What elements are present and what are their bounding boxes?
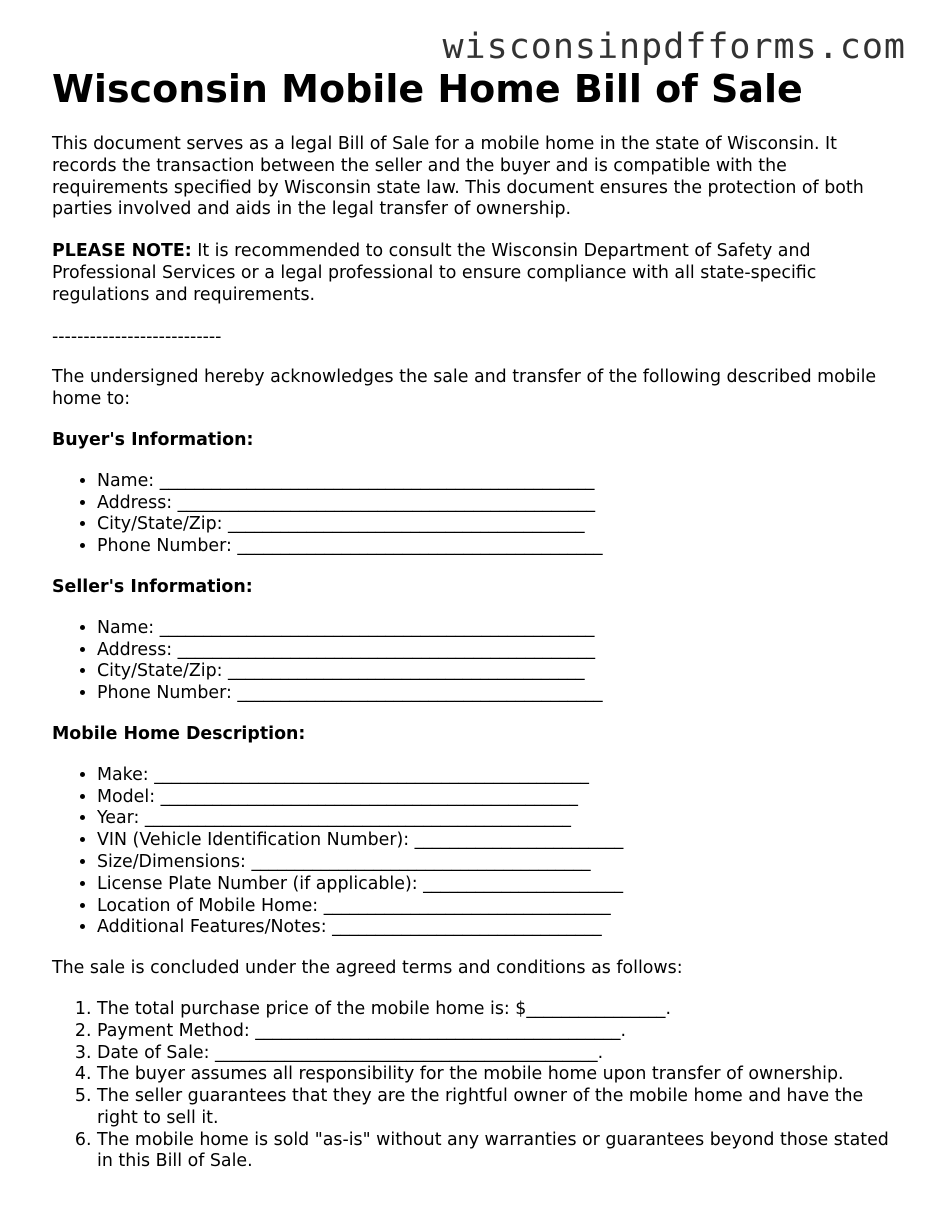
term-purchase-price[interactable]: 1. The total purchase price of the mobile home is: $________________. [97,999,892,1021]
term-buyer-responsibility: 4. The buyer assumes all responsibility for the mobile home upon transfer of ownership. [97,1064,892,1086]
seller-city-state-zip-field[interactable]: • City/State/Zip: _________________________________________ [97,661,892,683]
buyer-fields [52,471,892,558]
seller-phone-field[interactable]: • Phone Number: __________________________________________ [97,683,892,705]
note-paragraph [52,241,892,306]
intro-paragraph: This document serves as a legal Bill of Sale for a mobile home in the state of Wisconsin. It records the transaction between the seller and the buyer and is compatible with the requirements specified by Wisconsin state law. This document ensures the protection of both parties involved and aids in the legal transfer of ownership. [52,134,864,220]
term-seller-guarantee: 5. The seller guarantees that they are the rightful owner of the mobile home and have the right to sell it. [97,1086,892,1130]
size-dimensions-field[interactable]: • Size/Dimensions: _______________________________________ [97,852,892,874]
description-heading: Mobile Home Description: [52,723,306,744]
additional-notes-field[interactable]: • Additional Features/Notes: _______________________________ [97,917,892,939]
seller-name-field[interactable]: • Name: __________________________________________________ [97,618,892,640]
buyer-heading: Buyer's Information: [52,429,254,450]
terms-list [52,999,892,1173]
buyer-name-field[interactable]: • Name: __________________________________________________ [97,471,892,493]
buyer-phone-field[interactable]: • Phone Number: __________________________________________ [97,536,892,558]
license-plate-field[interactable]: • License Plate Number (if applicable): _______________________ [97,874,892,896]
model-field[interactable]: • Model: ________________________________________________ [97,787,892,809]
vin-field[interactable]: • VIN (Vehicle Identification Number): ________________________ [97,830,892,852]
note-text: It is recommended to consult the Wisconsin Department of Safety and Professional Services or a legal professional to ensure compliance with all state-specific regulations and requirements. [52,241,817,305]
seller-heading: Seller's Information: [52,576,253,597]
term-payment-method[interactable]: 2. Payment Method: __________________________________________. [97,1021,892,1043]
document-page [52,66,892,1173]
document-title: Wisconsin Mobile Home Bill of Sale [52,67,803,111]
term-as-is: 6. The mobile home is sold "as-is" without any warranties or guarantees beyond those stated in this Bill of Sale. [97,1130,892,1174]
seller-fields [52,618,892,705]
year-field[interactable]: • Year: _________________________________________________ [97,808,892,830]
description-fields [52,765,892,939]
site-watermark: wisconsinpdfforms.com [442,27,906,67]
seller-address-field[interactable]: • Address: ________________________________________________ [97,640,892,662]
make-field[interactable]: • Make: __________________________________________________ [97,765,892,787]
term-date-of-sale[interactable]: 3. Date of Sale: ____________________________________________. [97,1043,892,1065]
location-field[interactable]: • Location of Mobile Home: _________________________________ [97,896,892,918]
buyer-address-field[interactable]: • Address: ________________________________________________ [97,493,892,515]
terms-intro: The sale is concluded under the agreed terms and conditions as follows: [52,958,683,979]
note-label: PLEASE NOTE: [52,241,192,262]
divider: --------------------------- [52,326,222,347]
buyer-city-state-zip-field[interactable]: • City/State/Zip: _________________________________________ [97,514,892,536]
acknowledgement-paragraph: The undersigned hereby acknowledges the sale and transfer of the following described mobile home to: [52,367,877,410]
